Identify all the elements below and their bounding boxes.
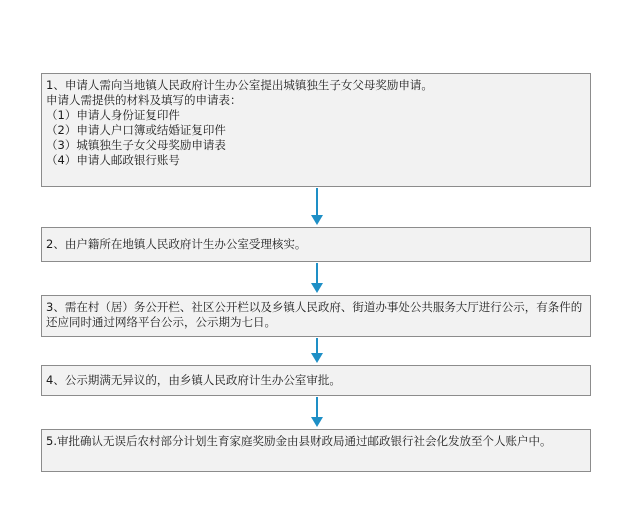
step-1-line-6: （4）申请人邮政银行账号 — [46, 153, 180, 167]
step-4-line-1: 4、公示期满无异议的，由乡镇人民政府计生办公室审批。 — [46, 373, 341, 387]
step-3-line-1: 3、需在村（居）务公开栏、社区公开栏以及乡镇人民政府、街道办事处公共服务大厅进行公示，有条件的还应同时通过网络平台公示，公示期为七日。 — [46, 300, 583, 329]
step-1-line-1: 1、申请人需向当地镇人民政府计生办公室提出城镇独生子女父母奖励申请。 — [46, 78, 433, 92]
arrow-2-to-3 — [310, 263, 324, 294]
step-1-box — [41, 73, 591, 187]
step-3-box — [41, 295, 591, 337]
step-1-line-5: （3）城镇独生子女父母奖励申请表 — [46, 138, 226, 152]
step-2-line-1: 2、由户籍所在地镇人民政府计生办公室受理核实。 — [46, 237, 307, 251]
step-5-box — [41, 429, 591, 472]
arrow-1-to-2 — [310, 188, 324, 226]
arrow-4-to-5 — [310, 397, 324, 428]
step-1-line-4: （2）申请人户口簿或结婚证复印件 — [46, 123, 226, 137]
step-2-box — [41, 227, 591, 262]
step-1-line-2: 申请人需提供的材料及填写的申请表： — [46, 93, 242, 107]
step-5-line-1: 5.审批确认无误后农村部分计划生育家庭奖励金由县财政局通过邮政银行社会化发放至个人账户中。 — [46, 434, 552, 448]
step-1-line-3: （1）申请人身份证复印件 — [46, 108, 180, 122]
step-4-box — [41, 365, 591, 396]
arrow-3-to-4 — [310, 338, 324, 364]
